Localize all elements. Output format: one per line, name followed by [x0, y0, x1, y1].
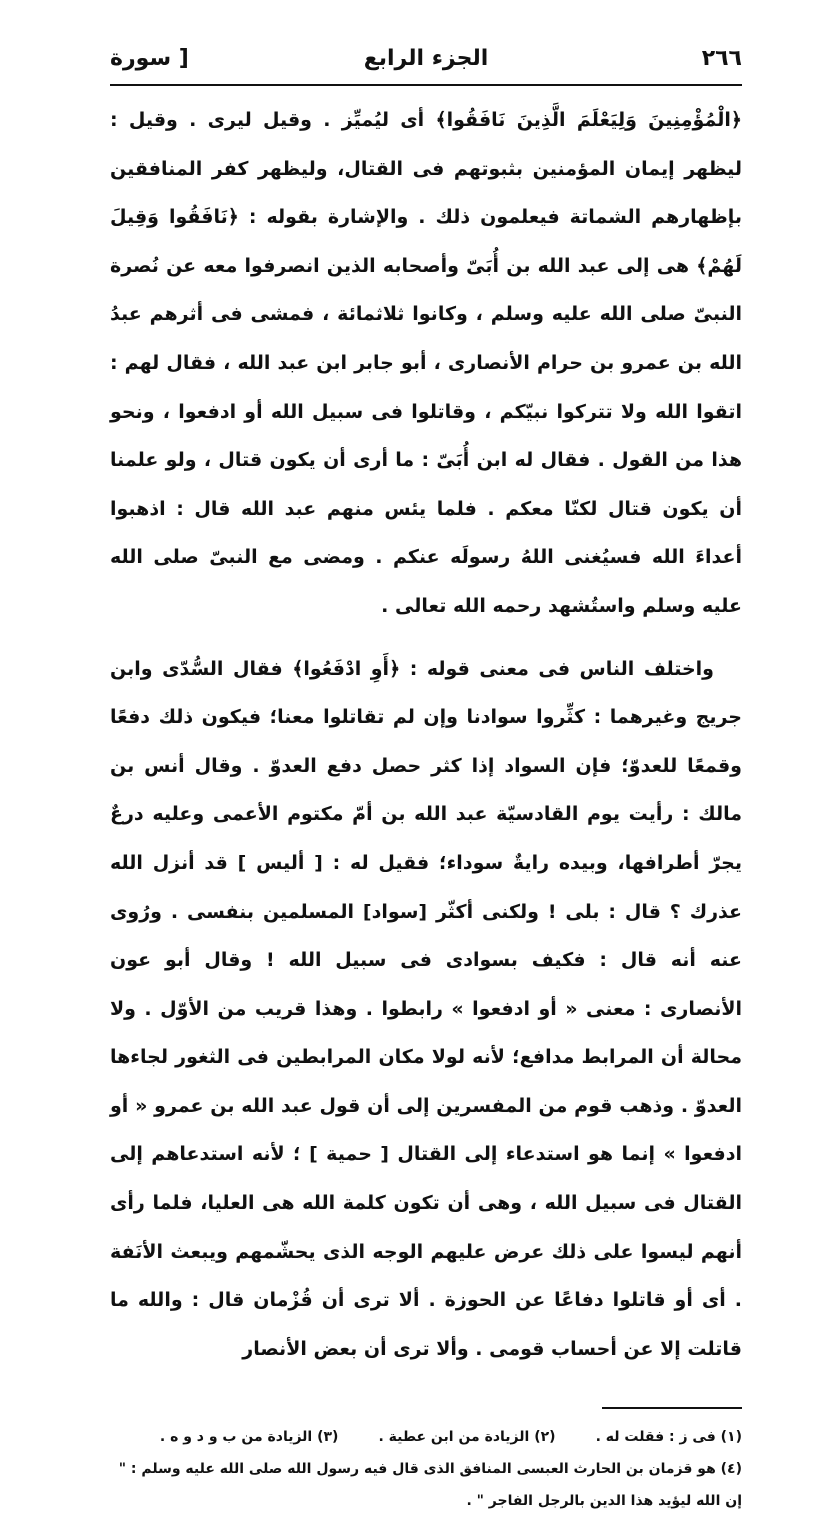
footnotes: [110, 1421, 742, 1517]
footnote-3: (٣) الزيادة من ب و د و ه .: [159, 1429, 339, 1446]
surah-label: [ سورة: [110, 46, 189, 71]
footnote-1: (١) فى ز : فقلت له .: [595, 1429, 742, 1446]
footnote-row: [110, 1421, 742, 1453]
paragraph-2: واختلف الناس فى معنى قوله : ﴿أَوِ ادْفَعُوا﴾ فقال السُّدّى وابن جريج وغيرهما : كثِّروا سوادنا وإن لم تقاتلوا معنا؛ فيكون ذلك دفعًا وقمعًا للعدوّ؛ فإن السواد إذا كثر حصل دفع العدوّ . وقال أنس بن مالك : رأيت يوم القادسيّة عبد الله بن أمّ مكتوم الأعمى وعليه درعٌ يجرّ أطرافها، وبيده رايةٌ سوداء؛ فقيل له : [ أليس ] قد أنزل الله عذرك ؟ قال : بلى ! ولكنى أكثّر [سواد] المسلمين بنفسى . ورُوى عنه أنه قال : فكيف بسوادى فى سبيل الله ! وقال أبو عون الأنصارى : معنى « أو ادفعوا » رابطوا . وهذا قريب من الأوّل . ولا محالة أن المرابط مدافع؛ لأنه لولا مكان المرابطين فى الثغور لجاءها العدوّ . وذهب قوم من المفسرين إلى أن قول عبد الله بن عمرو « أو ادفعوا » إنما هو استدعاء إلى القتال [ حمية ] ؛ لأنه استدعاهم إلى القتال فى سبيل الله ، وهى أن تكون كلمة الله هى العليا، فلما رأى أنهم ليسوا على ذلك عرض عليهم الوجه الذى يحشّمهم ويبعث الأنَفة . أى أو قاتلوا دفاعًا عن الحوزة . ألا ترى أن قُزْمان قال : والله ما قاتلت إلا عن أحساب قومى . وألا ترى أن بعض الأنصار: [110, 657, 742, 1360]
footnote-divider: [602, 1407, 742, 1409]
paragraph-1: ﴿الْمُؤْمِنِينَ وَلِيَعْلَمَ الَّذِينَ نَافَقُوا﴾ أى ليُميِّز . وقيل ليرى . وقيل : ليظهر إيمان المؤمنين بثبوتهم فى القتال، وليظهر كفر المنافقين بإظهارهم الشماتة فيعلمون ذلك . والإشارة بقوله : ﴿نَافَقُوا وَقِيلَ لَهُمْ﴾ هى إلى عبد الله بن أُبَىّ وأصحابه الذين انصرفوا معه عن نُصرة النبىّ صلى الله عليه وسلم ، وكانوا ثلاثمائة ، فمشى فى أثرهم عبدُ الله بن عمرو بن حرام الأنصارى ، أبو جابر ابن عبد الله ، فقال لهم : اتقوا الله ولا تتركوا نبيّكم ، وقاتلوا فى سبيل الله أو ادفعوا ، ونحو هذا من القول . فقال له ابن أُبَىّ : ما أرى أن يكون قتال ، ولو علمنا أن يكون قتال لكنّا معكم . فلما يئس منهم عبد الله قال : اذهبوا أعداءَ الله فسيُغنى اللهُ رسولَه عنكم . ومضى مع النبىّ صلى الله عليه وسلم واستُشهد رحمه الله تعالى .: [110, 109, 742, 617]
running-title: الجزء الرابع: [363, 46, 489, 71]
footnote-4: (٤) هو قزمان بن الحارث العبسى المنافق الذى قال فيه رسول الله صلى الله عليه وسلم : " إن الله ليؤيد هذا الدين بالرجل الفاجر " .: [118, 1461, 742, 1510]
footnote-2: (٢) الزيادة من ابن عطية .: [378, 1429, 556, 1446]
page-number: ٢٦٦: [701, 46, 742, 71]
page-header: [110, 40, 742, 86]
main-text: [110, 96, 742, 1373]
